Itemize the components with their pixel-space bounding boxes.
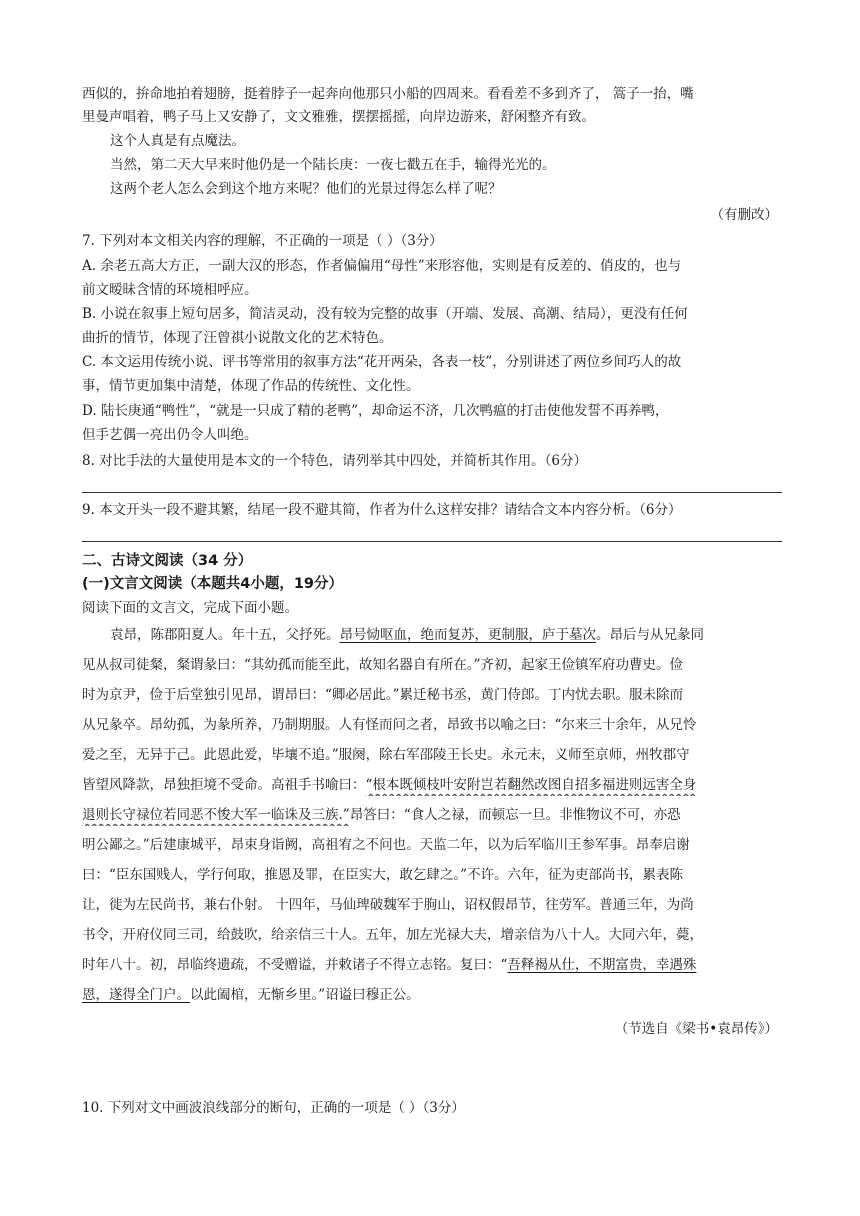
classical-text-line (82, 804, 782, 826)
question-9: 9. 本文开头一段不避其繁，结尾一段不避其简，作者为什么这样安排？请结合文本内容分析。（6分） (82, 502, 682, 518)
classical-text-line (82, 954, 782, 976)
underlined-sentence: 昂号恸呕血，绝而复苏，更制服，庐于墓次 (339, 627, 596, 643)
story-paragraph: 这两个老人怎么会到这个地方来呢？他们的光景过得怎么样了呢？ (110, 181, 502, 197)
question-10: 10. 下列对文中画波浪线部分的断句，正确的一项是（ ）（3分） (82, 1100, 465, 1116)
question-7-option-b-cont: 曲折的情节，体现了汪曾祺小说散文化的艺术特色。 (82, 330, 393, 346)
classical-text: 以此阖棺，无惭乡里。”诏谥曰穆正公。 (190, 987, 420, 1003)
story-source-note: （有删改） (710, 207, 778, 223)
classical-text: 昂答曰：“食人之禄，而顿忘一旦。非惟物议不可，亦恐 (349, 807, 681, 823)
classical-text-line (82, 984, 782, 1006)
classical-source-note: （节选自《梁书•袁昂传》） (614, 1021, 778, 1037)
story-paragraph: 这个人真是有点魔法。 (110, 133, 245, 149)
classical-text: 时年八十。初，昂临终遗疏，不受赠谥，并敕诸子不得立志铭。复曰：“ (82, 957, 508, 973)
classical-text: 皆望风降款，昂独拒境不受命。高祖手书喻曰： (82, 777, 366, 793)
classical-text-line (82, 774, 782, 796)
question-7-option-a: A. 余老五高大方正，一副大汉的形态，作者偏偏用“母性”来形容他，实则是有反差的、俏皮的，也与 (82, 258, 682, 274)
wavy-underlined-passage: “根本既倾枝叶安附岂若翻然改图自招多福进则远害全身 (365, 777, 697, 793)
classical-text-line: 时为京尹，俭于后堂独引见昂，谓昂曰：“卿必居此。”累迁秘书丞，黄门侍郎。丁内忧去职。服未除而 (82, 687, 684, 703)
classical-text-line: 明公鄙之。”后建康城平，昂束身诣阙，高祖宥之不问也。天监二年，以为后军临川王参军事。昂奉启谢 (82, 837, 690, 853)
classical-text-line (110, 624, 782, 646)
answer-line-q9 (82, 541, 782, 542)
section-2-instruction: 阅读下面的文言文，完成下面小题。 (82, 600, 298, 616)
question-7-option-b: B. 小说在叙事上短句居多，简洁灵动，没有较为完整的故事（开端、发展、高潮、结局），更没有任何 (82, 306, 688, 322)
classical-text-line: 爱之至，无异于己。此恩此爱，毕壤不追。”服阕，除右军邵陵王长史。永元末，义师至京师，州牧郡守 (82, 747, 690, 763)
section-2-title: 二、古诗文阅读（34 分） (82, 553, 253, 569)
story-paragraph-line: 里曼声唱着，鸭子马上又安静了，文文雅雅，摆摆摇摇，向岸边游来，舒闲整齐有致。 (82, 109, 595, 125)
question-7-option-a-cont: 前文暧昧含情的环境相呼应。 (82, 282, 258, 298)
wavy-underlined-passage: 退则长守禄位若同恶不悛大军一临诛及三族.” (82, 807, 350, 823)
question-7-option-c-cont: 事，情节更加集中清楚，体现了作品的传统性、文化性。 (82, 378, 420, 394)
underlined-sentence: 吾释褐从仕，不期富贵，幸遇殊 (507, 957, 697, 973)
story-paragraph-line: 西似的，拚命地拍着翅膀，挺着脖子一起奔向他那只小船的四周来。看看差不多到齐了， 篙子一抬，嘴 (82, 86, 694, 102)
classical-text-line: 从兄彖卒。昂幼孤，为彖所养，乃制期服。人有怪而问之者，昂致书以喻之曰：“尔来三十余年，从兄怜 (82, 717, 697, 733)
story-paragraph: 当然，第二天大早来时他仍是一个陆长庚：一夜七戳五在手，输得光光的。 (110, 157, 556, 173)
question-8: 8. 对比手法的大量使用是本文的一个特色，请列举其中四处，并简析其作用。（6分） (82, 453, 588, 469)
classical-text-line: 曰：“臣东国贱人，学行何取，推恩及罪，在臣实大，敢乞肆之。”不许。六年，征为吏部尚书，累表陈 (82, 867, 684, 883)
classical-text-line: 见从叔司徒粲，粲谓彖曰：“其幼孤而能至此，故知名器自有所在。”齐初，起家王俭镇军府功曹史。俭 (82, 657, 684, 673)
section-2-subtitle: (一)文言文阅读（本题共4小题，19分） (82, 576, 344, 592)
answer-line-q8 (82, 492, 782, 493)
classical-text-line: 让，徙为左民尚书，兼右仆射。 十四年，马仙琕破魏军于朐山，诏权假昂节，往劳军。普通三年，为尚 (82, 897, 694, 913)
question-7-option-d: D. 陆长庚通“鸭性”，“就是一只成了精的老鸭”，却命运不济，几次鸭瘟的打击使他发誓不再养鸭， (82, 403, 669, 419)
classical-text: 袁昂，陈郡阳夏人。年十五，父抒死。 (110, 627, 340, 643)
classical-text-line: 书令，开府仪同三司，给鼓吹，给亲信三十人。五年，加左光禄大夫，增亲信为八十人。大同六年，薨， (82, 927, 703, 943)
classical-text: 。昂后与从兄彖同 (596, 627, 704, 643)
question-7-option-c: C. 本文运用传统小说、评书等常用的叙事方法“花开两朵，各表一枝”，分别讲述了两位乡间巧人的故 (82, 354, 682, 370)
underlined-sentence: 恩，遂得全门户。 (82, 987, 190, 1003)
question-7-option-d-cont: 但手艺偶一亮出仍令人叫绝。 (82, 427, 258, 443)
question-7-stem: 7. 下列对本文相关内容的理解，不正确的一项是（ ）（3分） (82, 233, 443, 249)
